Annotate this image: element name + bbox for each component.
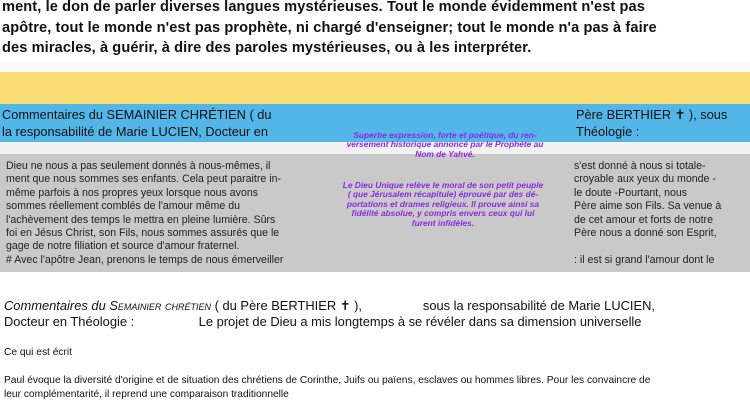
note-line: Le Dieu Unique relève le moral de son petit peuple: [314, 181, 572, 190]
intro-line: ment, le don de parler diverses langues mystérieuses. Tout le monde évidemment n'est pas: [2, 0, 748, 18]
body-line: leur complémentarité, il reprend une comparaison traditionnelle: [4, 388, 650, 401]
commentary-line: Dieu ne nous a pas seulement donnés à nous-mêmes, il: [6, 160, 283, 173]
note-line: fidélité absolue, y compris envers ceux qui lui: [314, 209, 572, 218]
commentary-heading: [4, 297, 655, 314]
commentary-line: Père nous a donné son Esprit,: [574, 227, 721, 240]
commentary-header-line: Commentaires du SEMAINIER CHRÉTIEN ( du: [2, 106, 272, 123]
commentary-header-line: Théologie :: [576, 123, 727, 140]
commentary-header-left: [2, 106, 272, 140]
margin-note-1: [320, 131, 570, 159]
commentary-line: gage de notre filiation et source d'amour fraternel.: [6, 240, 283, 253]
intro-paragraph: [2, 0, 748, 59]
commentary-line: l'achèvement des temps le mettra en pleine lumière. Sûrs: [6, 214, 283, 227]
commentary-line: # Avec l'apôtre Jean, prenons le temps de nous émerveiller: [6, 254, 283, 267]
intro-line: des miracles, à guérir, à dire des paroles mystérieuses, ou à les interpréter.: [2, 38, 748, 59]
intro-line: apôtre, tout le monde n'est pas prophète, ni chargé d'enseigner; tout le monde n'a pas à faire: [2, 18, 748, 39]
note-line: furent infidèles.: [314, 219, 572, 228]
separator-strip: [0, 62, 750, 72]
commentary-left-column: [6, 160, 283, 267]
commentary-line: le doute -Pourtant, nous: [574, 187, 721, 200]
commentary-line: ment que nous sommes ses enfants. Cela peut paraitre in-: [6, 173, 283, 186]
commentary-heading-line2: Docteur en Théologie : Le projet de Dieu a mis longtemps à se révéler dans sa dimension universelle: [4, 313, 641, 330]
commentary-line: : il est si grand l'amour dont le: [574, 254, 721, 267]
commentary-header-line: la responsabilité de Marie LUCIEN, Docteur en: [2, 123, 272, 140]
note-line: versement historique annoncé par le Prophète au: [320, 140, 570, 149]
commentary-line: de cet amour et forts de notre: [574, 214, 721, 227]
commentary-heading-rest: ( du Père BERTHIER ✝ ), sous la responsabilité de Marie LUCIEN,: [211, 298, 655, 313]
commentary-line: Père aime son Fils. Sa venue à: [574, 200, 721, 213]
note-line: ( que Jérusalem récapitule) éprouvé par des dé-: [314, 190, 572, 199]
commentary-heading-title: Semainier chrétien: [109, 298, 211, 313]
body-paragraph: [4, 374, 650, 401]
commentary-heading-label: Commentaires du: [4, 298, 106, 313]
note-line: portations et drames religieux. Il prouve ainsi sa: [314, 200, 572, 209]
body-line: Paul évoque la diversité d'origine et de situation des chrétiens de Corinthe, Juifs ou païens, esclaves ou hommes libres. Pour les convaincre de: [4, 374, 650, 388]
note-line: Superbe expression, forte et poétique, du ren-: [320, 131, 570, 140]
commentary-line: foi en Jésus Christ, son Fils, nous sommes assurés que le: [6, 227, 283, 240]
yellow-band: [0, 72, 750, 104]
commentary-line: même parfois à nos propres yeux lorsque nous avons: [6, 187, 283, 200]
commentary-header-right: [576, 106, 727, 140]
margin-note-2: [314, 181, 572, 228]
commentary-line: s'est donné à nous si totale-: [574, 160, 721, 173]
note-line: Nom de Yahvé.: [320, 150, 570, 159]
commentary-line: sommes réellement comblés de l'amour même du: [6, 200, 283, 213]
section-label: Ce qui est écrit: [4, 346, 72, 360]
commentary-header-line: Père BERTHIER ✝ ), sous: [576, 106, 727, 123]
commentary-line: croyable aux yeux du monde -: [574, 173, 721, 186]
commentary-line: [574, 240, 721, 253]
commentary-right-column: [574, 160, 721, 267]
